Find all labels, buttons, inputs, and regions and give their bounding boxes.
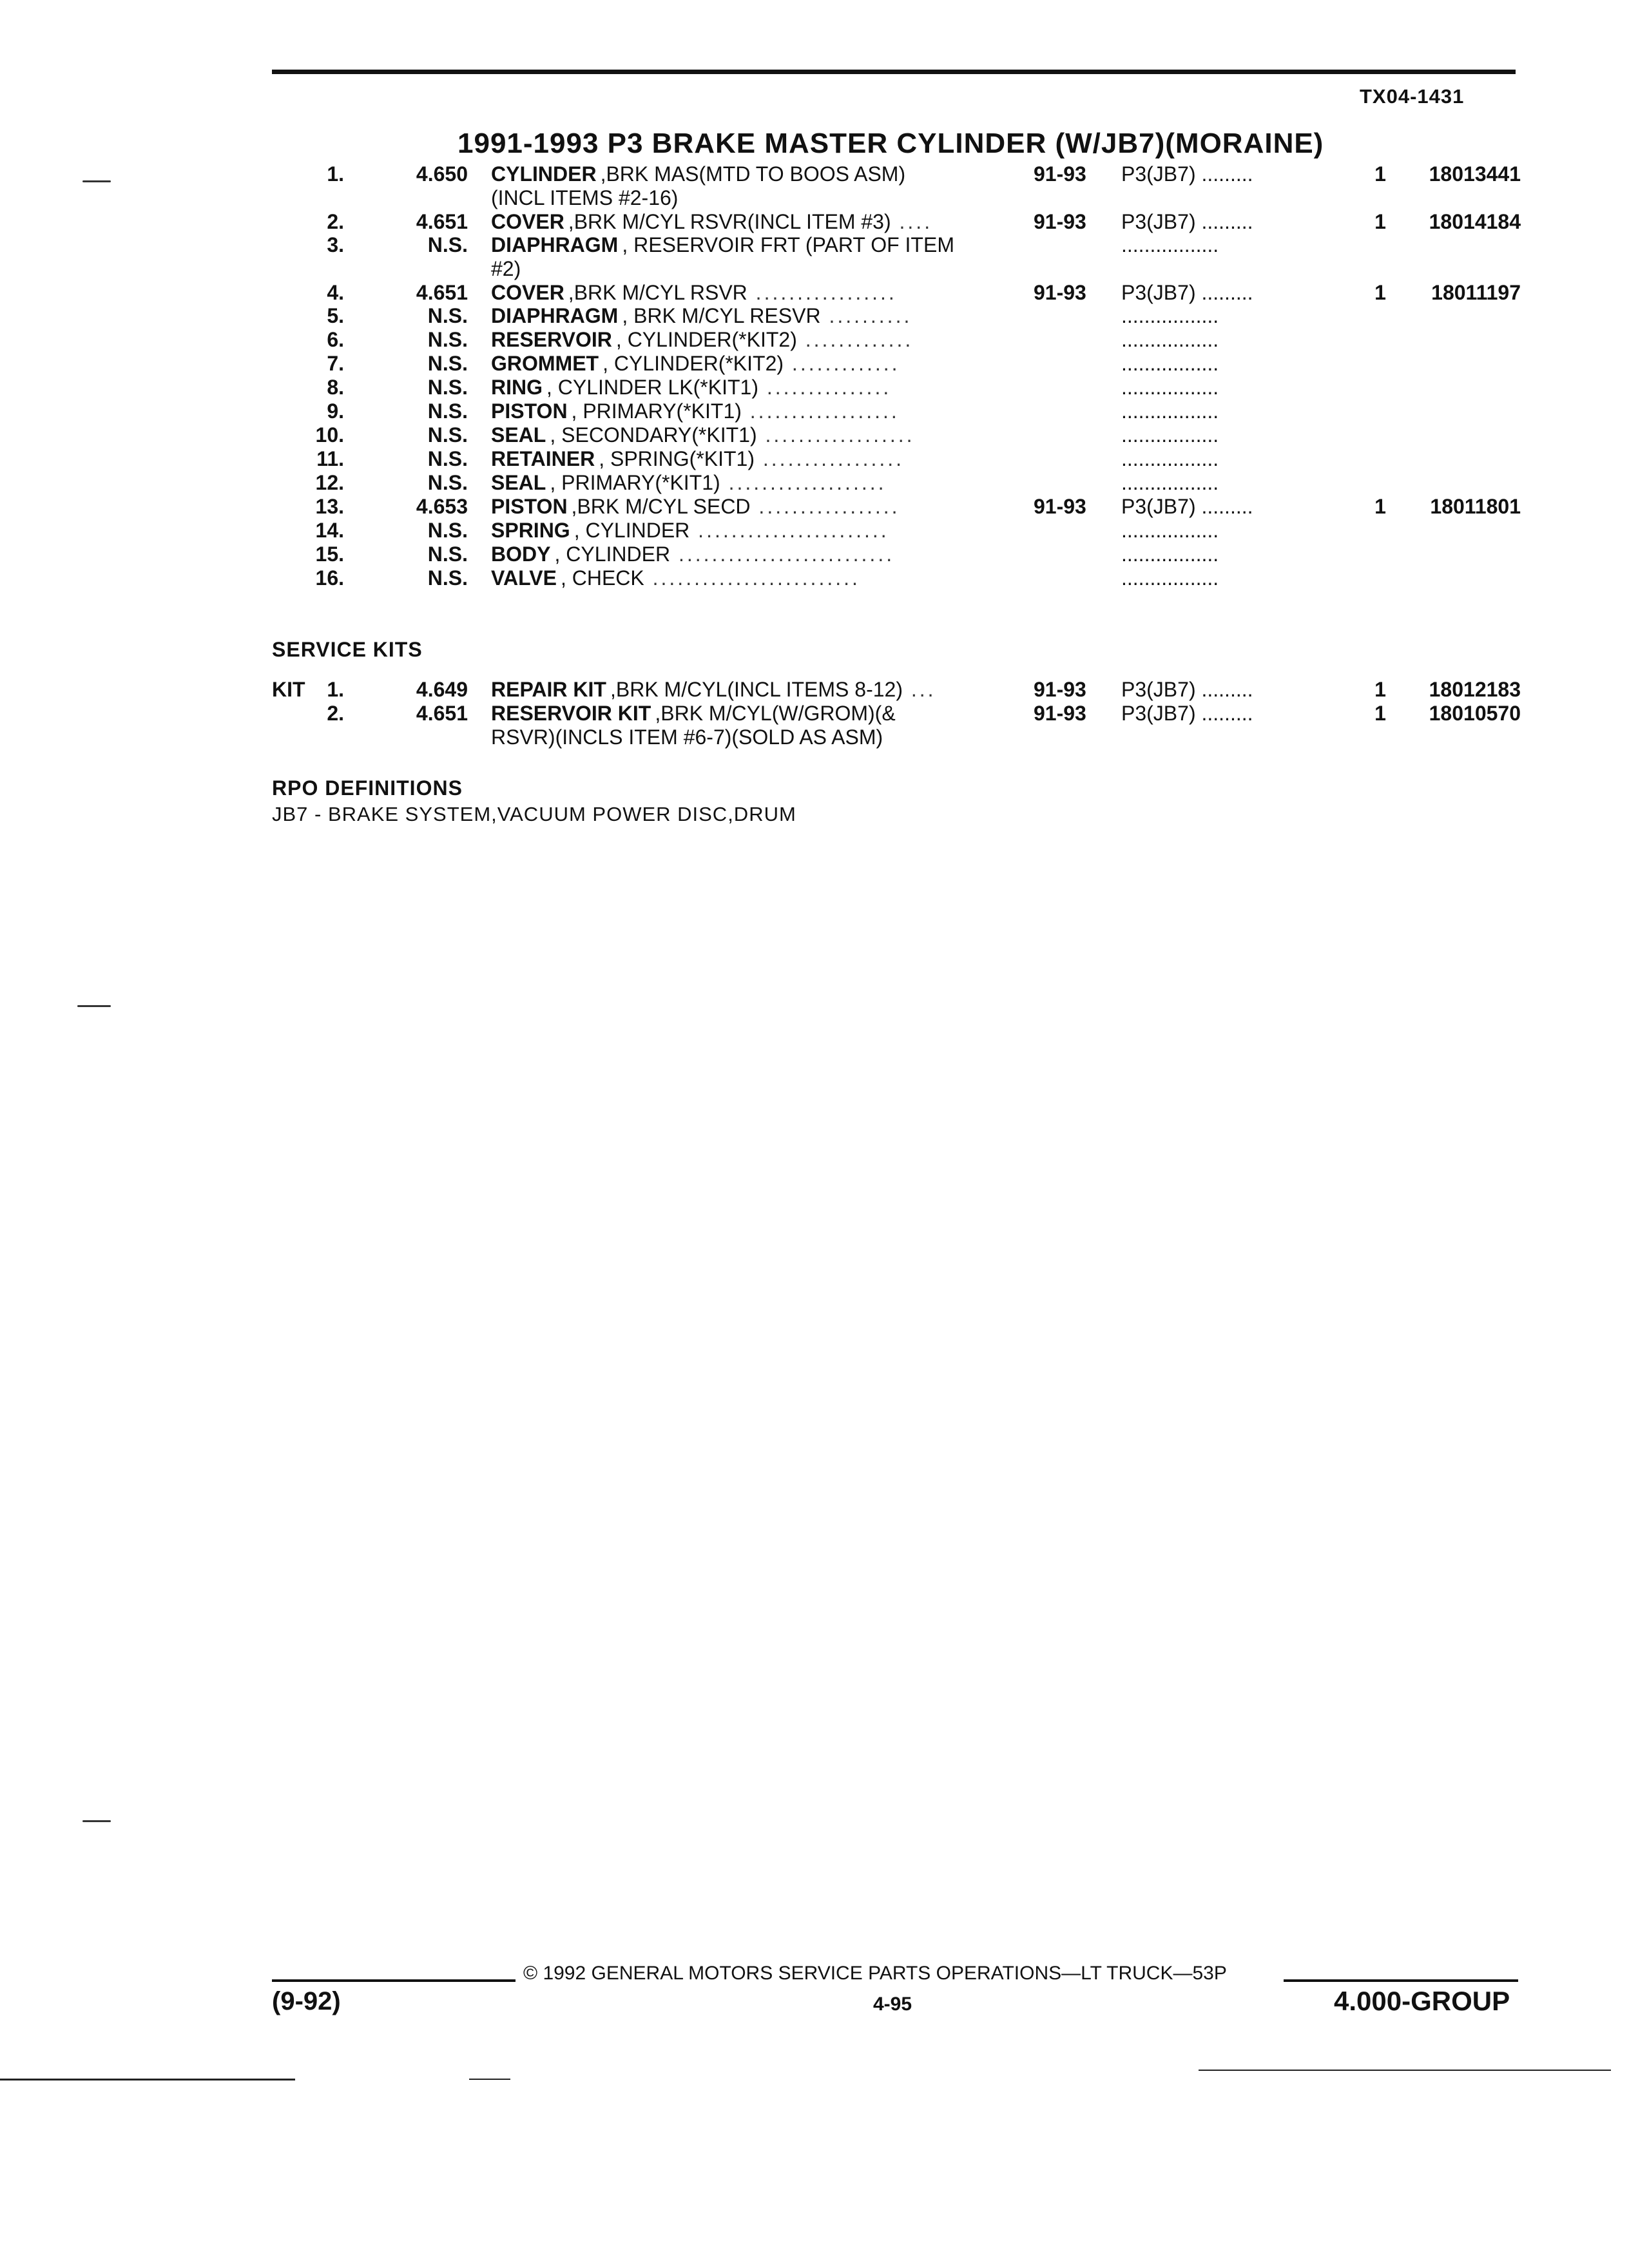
part-detail: , CYLINDER(*KIT2) bbox=[602, 352, 784, 375]
group-number: N.S. bbox=[427, 352, 468, 375]
part-description bbox=[491, 566, 999, 590]
part-name: RESERVOIR KIT bbox=[491, 702, 651, 725]
parts-row bbox=[272, 543, 1516, 566]
group-number: N.S. bbox=[427, 543, 468, 566]
series-code: ................. bbox=[1121, 519, 1219, 542]
part-name: GROMMET bbox=[491, 352, 599, 375]
model-years: 91-93 bbox=[1034, 162, 1086, 186]
model-years: 91-93 bbox=[1034, 702, 1086, 725]
quantity: 1 bbox=[1374, 281, 1386, 304]
series-code: ................. bbox=[1121, 543, 1219, 566]
part-detail: ,BRK M/CYL SECD bbox=[571, 495, 751, 518]
part-detail: , CYLINDER bbox=[554, 543, 671, 566]
model-years: 91-93 bbox=[1034, 210, 1086, 233]
item-number: 3. bbox=[327, 233, 344, 256]
group-code: 4.000-GROUP bbox=[1334, 1986, 1510, 2016]
model-years: 91-93 bbox=[1034, 281, 1086, 304]
dot-leader: ................. bbox=[750, 495, 900, 518]
part-name: RESERVOIR bbox=[491, 328, 612, 351]
series-code: P3(JB7) ......... bbox=[1121, 210, 1253, 233]
dot-leader: ............. bbox=[784, 352, 900, 375]
quantity: 1 bbox=[1374, 495, 1386, 518]
series-code: ................. bbox=[1121, 233, 1219, 256]
group-number: 4.651 bbox=[416, 702, 468, 725]
part-detail: , RESERVOIR FRT (PART OF ITEM #2) bbox=[491, 233, 954, 280]
part-detail: , CYLINDER LK(*KIT1) bbox=[546, 376, 758, 399]
dot-leader: ... bbox=[902, 678, 936, 701]
series-code: ................. bbox=[1121, 328, 1219, 351]
item-number: 15. bbox=[315, 543, 344, 566]
copyright-line: © 1992 GENERAL MOTORS SERVICE PARTS OPERATIONS—LT TRUCK—53P bbox=[523, 1963, 1227, 1984]
dot-leader: ....................... bbox=[689, 519, 889, 542]
parts-row bbox=[272, 702, 1521, 749]
part-number: 18014184 bbox=[1429, 210, 1521, 233]
parts-row bbox=[272, 281, 1521, 305]
item-number: 16. bbox=[315, 566, 344, 590]
part-number: 18011801 bbox=[1430, 495, 1521, 518]
series-code: P3(JB7) ......... bbox=[1121, 702, 1253, 725]
part-detail: ,BRK MAS(MTD TO BOOS ASM) (INCL ITEMS #2-16) bbox=[491, 162, 906, 209]
scan-line bbox=[0, 2079, 295, 2081]
item-number: 7. bbox=[327, 352, 344, 375]
parts-row bbox=[272, 162, 1521, 209]
item-number: 10. bbox=[315, 423, 344, 447]
top-rule bbox=[272, 70, 1516, 74]
series-code: P3(JB7) ......... bbox=[1121, 281, 1253, 304]
dot-leader: .................. bbox=[757, 423, 915, 447]
dot-leader: ................. bbox=[755, 447, 905, 470]
dot-leader: ............. bbox=[796, 328, 914, 351]
part-description bbox=[491, 162, 999, 210]
part-detail: , PRIMARY(*KIT1) bbox=[571, 399, 742, 423]
date-code: (9-92) bbox=[272, 1987, 341, 2015]
parts-row bbox=[272, 495, 1521, 519]
scan-line bbox=[1199, 2070, 1611, 2071]
parts-row bbox=[272, 328, 1516, 352]
part-description bbox=[491, 210, 999, 234]
dot-leader: .......................... bbox=[670, 543, 895, 566]
part-name: VALVE bbox=[491, 566, 557, 590]
part-description bbox=[491, 702, 999, 749]
series-code: ................. bbox=[1121, 423, 1219, 447]
group-number: N.S. bbox=[427, 566, 468, 590]
parts-row bbox=[272, 399, 1516, 423]
kit-prefix: KIT bbox=[272, 678, 305, 701]
part-number: 18013441 bbox=[1429, 162, 1521, 186]
dot-leader: .................. bbox=[741, 399, 900, 423]
parts-row bbox=[272, 210, 1521, 234]
parts-row bbox=[272, 678, 1521, 702]
part-detail: , CHECK bbox=[560, 566, 644, 590]
dot-leader: ............... bbox=[758, 376, 892, 399]
part-name: DIAPHRAGM bbox=[491, 233, 619, 256]
parts-row bbox=[272, 566, 1516, 590]
document-id: TX04-1431 bbox=[1360, 85, 1465, 108]
part-name: DIAPHRAGM bbox=[491, 304, 619, 327]
part-name: SEAL bbox=[491, 423, 546, 447]
dot-leader: ................... bbox=[720, 471, 887, 494]
part-number: 18011197 bbox=[1431, 281, 1521, 304]
parts-row bbox=[272, 304, 1516, 328]
dot-leader: .... bbox=[891, 210, 933, 233]
group-number: N.S. bbox=[427, 376, 468, 399]
part-description bbox=[491, 233, 999, 281]
item-number: 9. bbox=[327, 399, 344, 423]
footer-rule-right bbox=[1284, 1979, 1518, 1982]
part-detail: , CYLINDER bbox=[574, 519, 690, 542]
part-name: COVER bbox=[491, 210, 564, 233]
part-detail: , SECONDARY(*KIT1) bbox=[550, 423, 757, 447]
group-number: N.S. bbox=[427, 471, 468, 494]
series-code: ................. bbox=[1121, 399, 1219, 423]
series-code: ................. bbox=[1121, 566, 1219, 590]
group-number: N.S. bbox=[427, 233, 468, 256]
item-number: 2. bbox=[327, 702, 344, 725]
part-name: COVER bbox=[491, 281, 564, 304]
scan-mark bbox=[82, 1820, 111, 1822]
series-code: P3(JB7) ......... bbox=[1121, 678, 1253, 701]
group-number: N.S. bbox=[427, 423, 468, 447]
item-number: 2. bbox=[327, 210, 344, 233]
series-code: ................. bbox=[1121, 352, 1219, 375]
quantity: 1 bbox=[1374, 678, 1386, 701]
part-description bbox=[491, 447, 999, 471]
series-code: ................. bbox=[1121, 376, 1219, 399]
parts-row bbox=[272, 519, 1516, 543]
group-number: N.S. bbox=[427, 304, 468, 327]
item-number: 13. bbox=[315, 495, 344, 518]
page-number: 4-95 bbox=[873, 1994, 912, 2015]
part-detail: , SPRING(*KIT1) bbox=[599, 447, 755, 470]
scan-mark bbox=[77, 1005, 111, 1007]
item-number: 1. bbox=[327, 162, 344, 186]
item-number: 8. bbox=[327, 376, 344, 399]
part-description bbox=[491, 678, 999, 702]
series-code: P3(JB7) ......... bbox=[1121, 495, 1253, 518]
parts-row bbox=[272, 423, 1516, 447]
item-number: 12. bbox=[315, 471, 344, 494]
group-number: 4.651 bbox=[416, 281, 468, 304]
part-name: PISTON bbox=[491, 495, 568, 518]
group-number: N.S. bbox=[427, 519, 468, 542]
scan-line bbox=[469, 2079, 510, 2080]
part-detail: ,BRK M/CYL RSVR(INCL ITEM #3) bbox=[568, 210, 891, 233]
part-name: PISTON bbox=[491, 399, 568, 423]
group-number: N.S. bbox=[427, 447, 468, 470]
parts-row bbox=[272, 471, 1516, 495]
parts-row bbox=[272, 447, 1516, 471]
dot-leader: ......................... bbox=[644, 566, 860, 590]
part-name: SEAL bbox=[491, 471, 546, 494]
dot-leader: ................. bbox=[747, 281, 897, 304]
part-description bbox=[491, 519, 999, 543]
group-number: 4.651 bbox=[416, 210, 468, 233]
part-description bbox=[491, 376, 999, 399]
group-number: 4.649 bbox=[416, 678, 468, 701]
rpo-definition: JB7 - BRAKE SYSTEM,VACUUM POWER DISC,DRUM bbox=[272, 803, 796, 825]
part-description bbox=[491, 328, 999, 352]
scan-mark bbox=[82, 180, 111, 182]
parts-row bbox=[272, 233, 1516, 280]
parts-row bbox=[272, 376, 1516, 399]
model-years: 91-93 bbox=[1034, 495, 1086, 518]
part-detail: , PRIMARY(*KIT1) bbox=[550, 471, 720, 494]
part-name: REPAIR KIT bbox=[491, 678, 606, 701]
part-detail: ,BRK M/CYL(INCL ITEMS 8-12) bbox=[610, 678, 903, 701]
part-detail: ,BRK M/CYL(W/GROM)(& RSVR)(INCLS ITEM #6-7)(SOLD AS ASM) bbox=[491, 702, 896, 749]
group-number: 4.650 bbox=[416, 162, 468, 186]
page-title: 1991-1993 P3 BRAKE MASTER CYLINDER (W/JB7)(MORAINE) bbox=[458, 128, 1324, 159]
part-name: RETAINER bbox=[491, 447, 595, 470]
item-number: 6. bbox=[327, 328, 344, 351]
series-code: ................. bbox=[1121, 447, 1219, 470]
series-code: P3(JB7) ......... bbox=[1121, 162, 1253, 186]
series-code: ................. bbox=[1121, 471, 1219, 494]
model-years: 91-93 bbox=[1034, 678, 1086, 701]
item-number: 14. bbox=[315, 519, 344, 542]
part-name: SPRING bbox=[491, 519, 570, 542]
part-detail: , BRK M/CYL RESVR bbox=[622, 304, 821, 327]
series-code: ................. bbox=[1121, 304, 1219, 327]
footer-rule-left bbox=[272, 1979, 516, 1982]
group-number: N.S. bbox=[427, 328, 468, 351]
part-description bbox=[491, 543, 999, 566]
part-description bbox=[491, 495, 999, 519]
item-number: 11. bbox=[316, 447, 344, 470]
group-number: 4.653 bbox=[416, 495, 468, 518]
part-description bbox=[491, 304, 999, 328]
part-number: 18010570 bbox=[1429, 702, 1521, 725]
part-name: RING bbox=[491, 376, 543, 399]
part-name: BODY bbox=[491, 543, 551, 566]
group-number: N.S. bbox=[427, 399, 468, 423]
part-description bbox=[491, 471, 999, 495]
item-number: 5. bbox=[327, 304, 344, 327]
part-number: 18012183 bbox=[1429, 678, 1521, 701]
part-description bbox=[491, 281, 999, 305]
quantity: 1 bbox=[1374, 162, 1386, 186]
part-detail: ,BRK M/CYL RSVR bbox=[568, 281, 747, 304]
rpo-definitions-heading: RPO DEFINITIONS bbox=[272, 776, 463, 800]
part-description bbox=[491, 399, 999, 423]
part-detail: , CYLINDER(*KIT2) bbox=[615, 328, 797, 351]
part-name: CYLINDER bbox=[491, 162, 597, 186]
part-description bbox=[491, 423, 999, 447]
item-number: 4. bbox=[327, 281, 344, 304]
dot-leader: .......... bbox=[820, 304, 912, 327]
service-kits-heading: SERVICE KITS bbox=[272, 638, 423, 661]
quantity: 1 bbox=[1374, 210, 1386, 233]
quantity: 1 bbox=[1374, 702, 1386, 725]
parts-row bbox=[272, 352, 1516, 376]
item-number: 1. bbox=[327, 678, 344, 701]
part-description bbox=[491, 352, 999, 376]
